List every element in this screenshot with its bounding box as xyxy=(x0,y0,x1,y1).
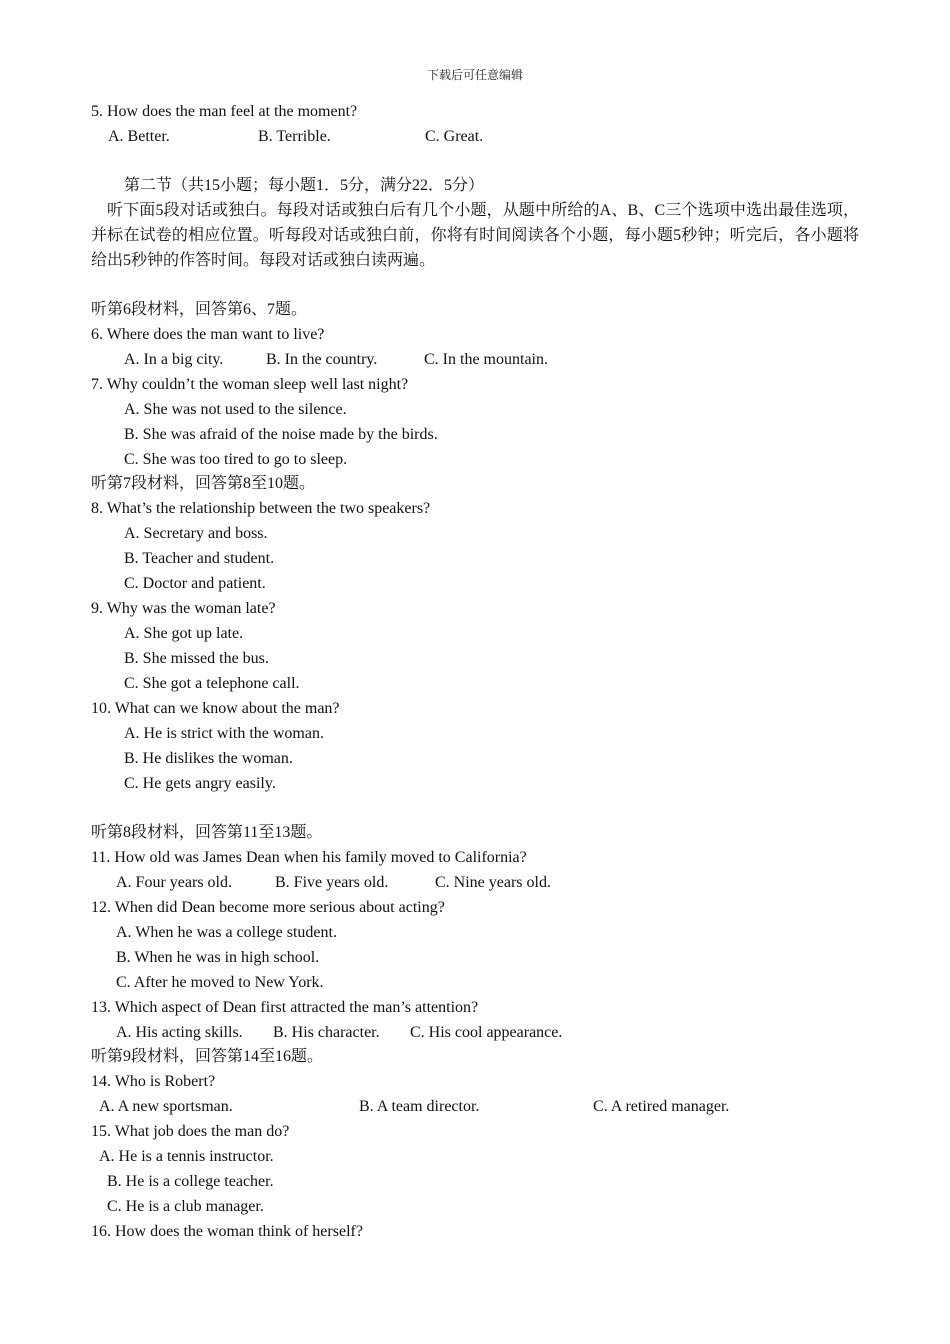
question-7: 7. Why couldn’t the woman sleep well last night? xyxy=(91,376,409,393)
question-10: 10. What can we know about the man? xyxy=(91,700,340,717)
q8-option-c: C. Doctor and patient. xyxy=(124,575,266,592)
q10-option-b: B. He dislikes the woman. xyxy=(124,750,293,767)
q10-option-c: C. He gets angry easily. xyxy=(124,775,276,792)
question-16: 16. How does the woman think of herself? xyxy=(91,1223,363,1240)
passage-8-heading: 听第8段材料，回答第11至13题。 xyxy=(91,824,323,841)
question-11: 11. How old was James Dean when his family moved to California? xyxy=(91,849,527,866)
question-15: 15. What job does the man do? xyxy=(91,1123,290,1140)
passage-6-heading: 听第6段材料，回答第6、7题。 xyxy=(91,301,308,318)
q5-option-c: C. Great. xyxy=(425,128,484,145)
passage-9-heading: 听第9段材料，回答第14至16题。 xyxy=(91,1048,324,1065)
q9-option-a: A. She got up late. xyxy=(124,625,244,642)
q12-option-a: A. When he was a college student. xyxy=(116,924,337,941)
q15-option-a: A. He is a tennis instructor. xyxy=(99,1148,274,1165)
q14-option-c: C. A retired manager. xyxy=(593,1098,730,1115)
q11-option-b: B. Five years old. xyxy=(275,874,389,891)
q12-option-b: B. When he was in high school. xyxy=(116,949,320,966)
q7-option-a: A. She was not used to the silence. xyxy=(124,401,347,418)
q13-option-c: C. His cool appearance. xyxy=(410,1024,563,1041)
q8-option-a: A. Secretary and boss. xyxy=(124,525,268,542)
q6-option-a: A. In a big city. xyxy=(124,351,224,368)
q15-option-c: C. He is a club manager. xyxy=(107,1198,264,1215)
q9-option-b: B. She missed the bus. xyxy=(124,650,269,667)
q13-option-b: B. His character. xyxy=(273,1024,380,1041)
q12-option-c: C. After he moved to New York. xyxy=(116,974,324,991)
q9-option-c: C. She got a telephone call. xyxy=(124,675,300,692)
question-8: 8. What’s the relationship between the two speakers? xyxy=(91,500,431,517)
q13-option-a: A. His acting skills. xyxy=(116,1024,243,1041)
question-5: 5. How does the man feel at the moment? xyxy=(91,103,358,120)
q5-option-a: A. Better. xyxy=(108,128,170,145)
q10-option-a: A. He is strict with the woman. xyxy=(124,725,324,742)
q7-option-c: C. She was too tired to go to sleep. xyxy=(124,451,348,468)
question-12: 12. When did Dean become more serious about acting? xyxy=(91,899,445,916)
q8-option-b: B. Teacher and student. xyxy=(124,550,275,567)
q14-option-b: B. A team director. xyxy=(359,1098,480,1115)
q6-option-b: B. In the country. xyxy=(266,351,378,368)
q15-option-b: B. He is a college teacher. xyxy=(107,1173,274,1190)
q11-option-a: A. Four years old. xyxy=(116,874,232,891)
question-13: 13. Which aspect of Dean first attracted the man’s attention? xyxy=(91,999,479,1016)
q14-option-a: A. A new sportsman. xyxy=(99,1098,233,1115)
section-2-title: 第二节（共15小题；每小题1．5分，满分22．5分） xyxy=(124,177,485,194)
q5-option-b: B. Terrible. xyxy=(258,128,331,145)
question-14: 14. Who is Robert? xyxy=(91,1073,216,1090)
section-2-instructions: 听下面5段对话或独白。每段对话或独白后有几个小题，从题中所给的A、B、C三个选项中选出最佳选项，并标在试卷的相应位置。听每段对话或独白前，你将有时间阅读各个小题，每小题5秒钟；听完后，各小题将给出5秒钟的作答时间。每段对话或独白读两遍。 xyxy=(91,202,859,269)
q7-option-b: B. She was afraid of the noise made by the birds. xyxy=(124,426,438,443)
question-6: 6. Where does the man want to live? xyxy=(91,326,325,343)
q6-option-c: C. In the mountain. xyxy=(424,351,548,368)
q11-option-c: C. Nine years old. xyxy=(435,874,551,891)
question-9: 9. Why was the woman late? xyxy=(91,600,276,617)
page-header: 下载后可任意编辑 xyxy=(426,68,523,82)
passage-7-heading: 听第7段材料，回答第8至10题。 xyxy=(91,475,316,492)
